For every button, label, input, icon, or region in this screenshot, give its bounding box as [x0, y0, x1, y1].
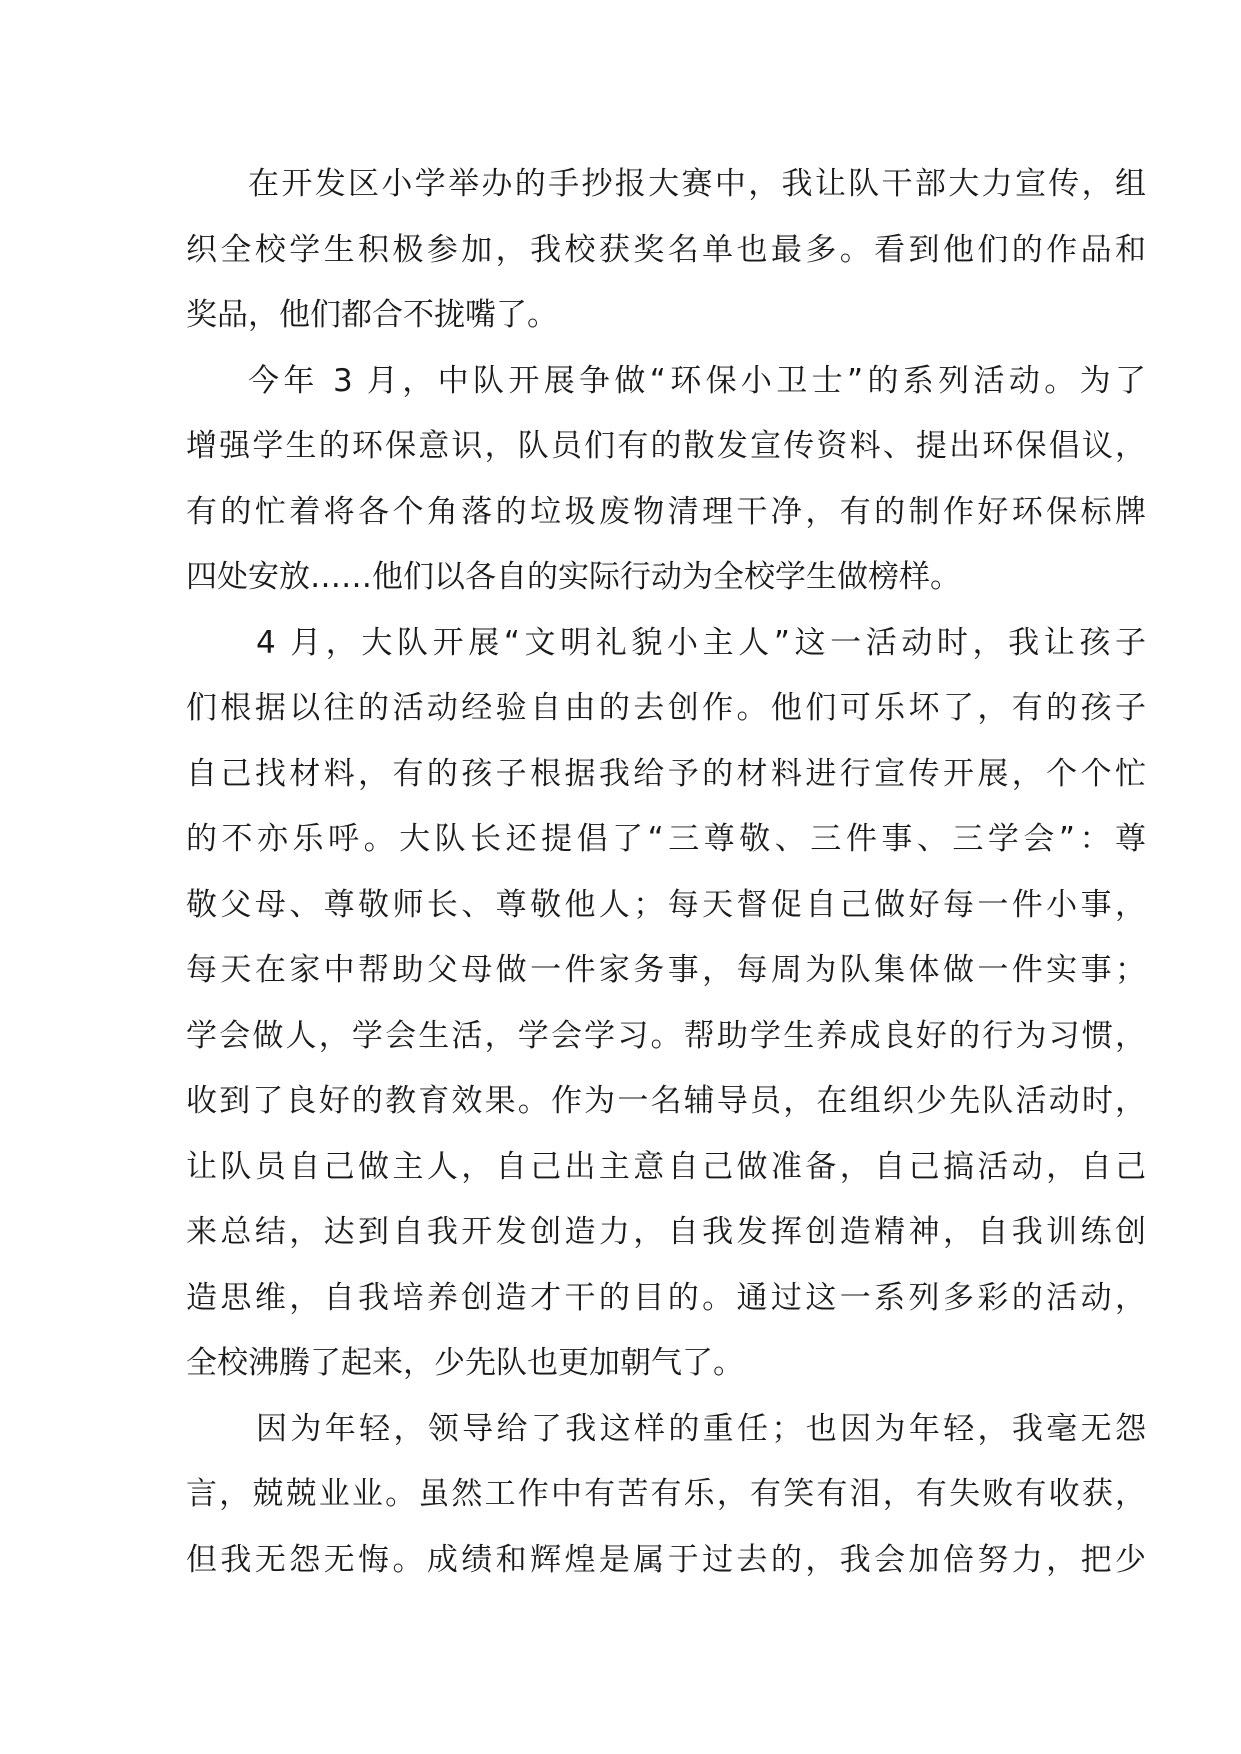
document-body: [186, 152, 1146, 1593]
paragraph-line: 的不亦乐呼。大队长还提倡了“三尊敬、三件事、三学会”：尊: [186, 821, 1146, 857]
paragraph-2: [186, 349, 1146, 611]
paragraph-line: 言，兢兢业业。虽然工作中有苦有乐，有笑有泪，有失败有收获，: [186, 1476, 1146, 1512]
paragraph-line: 每天在家中帮助父母做一件家务事，每周为队集体做一件实事；: [186, 952, 1146, 988]
paragraph-line: 来总结，达到自我开发创造力，自我发挥创造精神，自我训练创: [186, 1214, 1146, 1250]
paragraph-line: 有的忙着将各个角落的垃圾废物清理干净，有的制作好环保标牌: [186, 493, 1146, 530]
paragraph-line: 收到了良好的教育效果。作为一名辅导员，在组织少先队活动时，: [186, 1083, 1146, 1119]
paragraph-line: 自己找材料，有的孩子根据我给予的材料进行宣传开展，个个忙: [186, 755, 1146, 792]
paragraph-line: 造思维，自我培养创造才干的目的。通过这一系列多彩的活动，: [186, 1279, 1146, 1316]
paragraph-3: [186, 611, 1146, 1397]
paragraph-1: [186, 152, 1146, 349]
paragraph-line: 们根据以往的活动经验自由的去创作。他们可乐坏了，有的孩子: [186, 690, 1146, 726]
paragraph-line: 在开发区小学举办的手抄报大赛中，我让队干部大力宣传，组: [248, 166, 1146, 202]
paragraph-line: 增强学生的环保意识，队员们有的散发宣传资料、提出环保倡议，: [186, 428, 1146, 464]
paragraph-line: 四处安放……他们以各自的实际行动为全校学生做榜样。: [186, 559, 961, 595]
paragraph-line: 4 月，大队开展“文明礼貌小主人”这一活动时，我让孩子: [256, 624, 1146, 661]
paragraph-line: 织全校学生积极参加，我校获奖名单也最多。看到他们的作品和: [186, 231, 1146, 268]
paragraph-line: 奖品，他们都合不拢嘴了。: [186, 297, 558, 333]
paragraph-line: 让队员自己做主人，自己出主意自己做准备，自己搞活动，自己: [186, 1148, 1146, 1185]
paragraph-4: [186, 1397, 1146, 1594]
paragraph-line: 学会做人，学会生活，学会学习。帮助学生养成良好的行为习惯，: [186, 1017, 1146, 1054]
paragraph-line: 敬父母、尊敬师长、尊敬他人；每天督促自己做好每一件小事，: [186, 886, 1146, 923]
paragraph-line: 今年 3 月，中队开展争做“环保小卫士”的系列活动。为了: [248, 362, 1146, 399]
paragraph-line: 全校沸腾了起来，少先队也更加朝气了。: [186, 1345, 744, 1381]
paragraph-line: 但我无怨无悔。成绩和辉煌是属于过去的，我会加倍努力，把少: [186, 1541, 1146, 1578]
paragraph-line: 因为年轻，领导给了我这样的重任；也因为年轻，我毫无怨: [256, 1410, 1146, 1447]
